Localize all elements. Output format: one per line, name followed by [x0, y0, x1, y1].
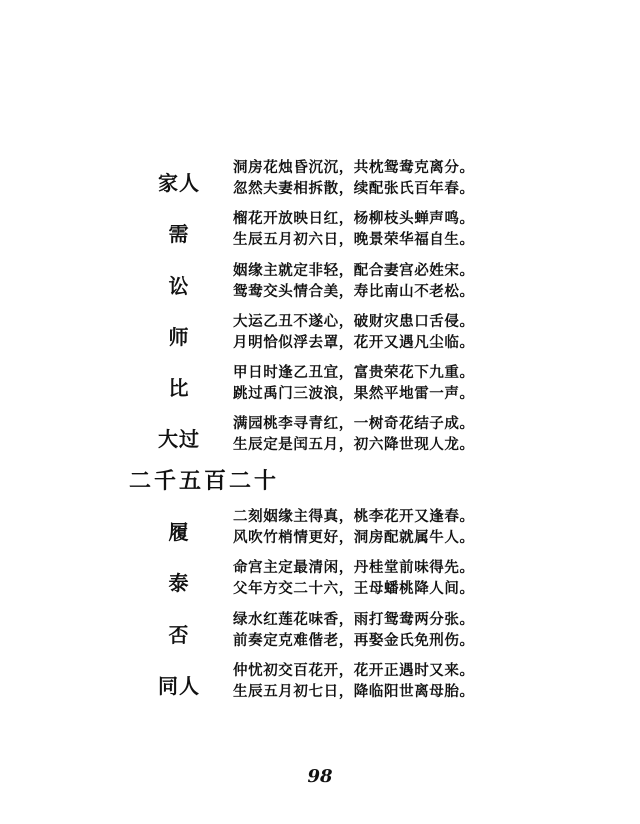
hexagram-name: 家人: [158, 171, 200, 195]
verse-line: 生辰定是闰五月，初六降世现人龙。: [233, 436, 475, 453]
hexagram-name: 履: [168, 520, 190, 544]
verse-entry: [0, 659, 640, 711]
hexagram-name: 师: [168, 325, 190, 349]
verse-line: 风吹竹梢情更好，洞房配就属牛人。: [233, 529, 475, 546]
verse-line: 甲日时逢乙丑宜，富贵荣花下九重。: [233, 364, 475, 381]
verse-entry: [0, 156, 640, 208]
verse-line: 鸳鸯交头情合美，寿比南山不老松。: [233, 283, 475, 300]
verse-line: 生辰五月初七日，降临阳世离母胎。: [233, 683, 475, 700]
verse-line: 月明恰似浮去罩，花开又遇凡尘临。: [233, 334, 475, 351]
verse-line: 忽然夫妻相拆散，续配张氏百年春。: [233, 180, 475, 197]
verse-entry: [0, 310, 640, 362]
hexagram-name: 讼: [168, 274, 190, 298]
hexagram-name: 大过: [158, 427, 200, 451]
hexagram-name: 比: [168, 376, 190, 400]
verse-entry: [0, 259, 640, 311]
verse-entry: [0, 207, 640, 259]
verse-line: 绿水红莲花味香，雨打鸳鸯两分张。: [233, 611, 475, 628]
verse-line: 跳过禹门三波浪，果然平地雷一声。: [233, 385, 475, 402]
verse-entry: [0, 608, 640, 660]
verse-entry: [0, 505, 640, 557]
verse-entry: [0, 361, 640, 413]
verse-line: 命宫主定最清闲，丹桂堂前味得先。: [233, 559, 475, 576]
verse-line: 姻缘主就定非轻，配合妻宫必姓宋。: [233, 262, 475, 279]
verse-line: 大运乙丑不遂心，破财灾患口舌侵。: [233, 313, 475, 330]
verse-entry: [0, 412, 640, 464]
verse-line: 前奏定克难偕老，再娶金氏免刑伤。: [233, 632, 475, 649]
verse-line: 生辰五月初六日，晚景荣华福自生。: [233, 231, 475, 248]
hexagram-name: 泰: [168, 571, 190, 595]
verse-line: 满园桃李寻青红，一树奇花结子成。: [233, 415, 475, 432]
verse-line: 仲忧初交百花开，花开正遇时又来。: [233, 662, 475, 679]
verse-line: 洞房花烛昏沉沉，共枕鸳鸯克离分。: [233, 159, 475, 176]
verse-line: 父年方交二十六，王母蟠桃降人间。: [233, 580, 475, 597]
section-title: 二千五百二十: [129, 468, 280, 494]
hexagram-name: 否: [168, 623, 190, 647]
verse-line: 榴花开放映日红，杨柳枝头蝉声鸣。: [233, 210, 475, 227]
page-number: 98: [307, 766, 333, 787]
verse-entry: [0, 556, 640, 608]
hexagram-name: 需: [168, 222, 190, 246]
verse-line: 二刻姻缘主得真，桃李花开又逢春。: [233, 508, 475, 525]
hexagram-name: 同人: [158, 674, 200, 698]
